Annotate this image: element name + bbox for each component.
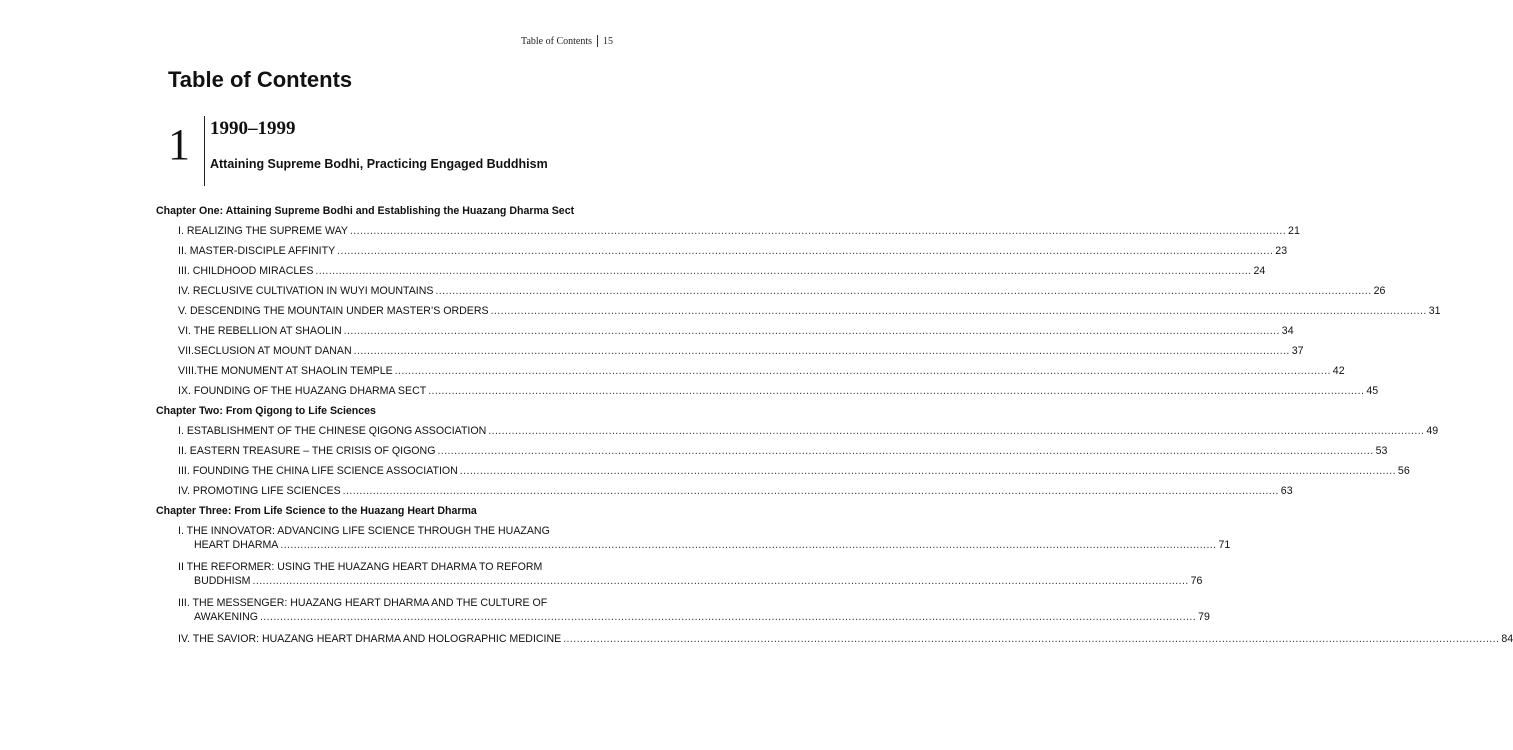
toc-leader-dots: ........................................................................................................................................................................................................................................................................................: [349, 225, 1287, 237]
toc-entry-page: 23: [1275, 245, 1288, 257]
toc-leader-dots: ........................................................................................................................................................................................................................................................................................: [259, 611, 1197, 623]
toc-entry-title: III. CHILDHOOD MIRACLES: [178, 265, 314, 277]
toc-entry-title: IX. FOUNDING OF THE HUAZANG DHARMA SECT: [178, 385, 427, 397]
toc-entry-page: 37: [1291, 345, 1304, 357]
toc-leader-dots: ........................................................................................................................................................................................................................................................................................: [428, 385, 1365, 397]
toc-entry-title: II. MASTER-DISCIPLE AFFINITY: [178, 245, 336, 257]
toc-entry-page: 26: [1373, 285, 1386, 297]
toc-entry-title: VII.SECLUSION AT MOUNT DANAN: [178, 345, 352, 357]
toc-entry-title: I. REALIZING THE SUPREME WAY: [178, 225, 348, 237]
running-head: [521, 35, 613, 47]
part-divider-rule: [204, 116, 205, 186]
toc-leader-dots: ........................................................................................................................................................................................................................................................................................: [490, 305, 1427, 317]
toc-leader-dots: ........................................................................................................................................................................................................................................................................................: [563, 633, 1500, 645]
running-head-divider: [597, 35, 598, 47]
toc-entry-page: 49: [1426, 425, 1439, 437]
toc-leader-dots: ........................................................................................................................................................................................................................................................................................: [315, 265, 1252, 277]
toc-entry-title-continued: BUDDHISM: [194, 575, 251, 587]
chapter-heading-two: Chapter Two: From Qigong to Life Sciences: [156, 405, 376, 417]
toc-entry[interactable]: [156, 304, 1441, 324]
toc-entry-page: 42: [1332, 365, 1345, 377]
toc-entry-page: 63: [1280, 485, 1293, 497]
toc-entry-page: 45: [1366, 385, 1379, 397]
toc-entry-title: IV. RECLUSIVE CULTIVATION IN WUYI MOUNTAINS: [178, 285, 434, 297]
toc-leader-dots: ........................................................................................................................................................................................................................................................................................: [435, 285, 1372, 297]
toc-entry[interactable]: [156, 224, 1300, 244]
toc-entry-title: IV. THE SAVIOR: HUAZANG HEART DHARMA AND HOLOGRAPHIC MEDICINE: [178, 633, 562, 645]
running-head-page-number: 15: [603, 35, 613, 47]
toc-leader-dots: ........................................................................................................................................................................................................................................................................................: [343, 325, 1280, 337]
part-years: 1990–1999: [210, 118, 296, 139]
toc-leader-dots: ........................................................................................................................................................................................................................................................................................: [459, 465, 1396, 477]
running-head-section: Table of Contents: [521, 35, 592, 47]
toc-entry-page: 53: [1375, 445, 1388, 457]
toc-entry[interactable]: [156, 284, 1386, 304]
toc-entry-title-continued: AWAKENING: [194, 611, 258, 623]
toc-entry[interactable]: [156, 464, 1410, 484]
toc-entry-page: 84: [1501, 633, 1513, 645]
toc-entry-title: III. THE MESSENGER: HUAZANG HEART DHARMA AND THE CULTURE OF: [178, 597, 548, 609]
toc-entry[interactable]: [156, 632, 1513, 652]
toc-entry-title: I. ESTABLISHMENT OF THE CHINESE QIGONG ASSOCIATION: [178, 425, 487, 437]
toc-entry-page: 21: [1288, 225, 1300, 237]
toc-entry[interactable]: [156, 324, 1294, 344]
toc-entry-title: III. FOUNDING THE CHINA LIFE SCIENCE ASSOCIATION: [178, 465, 458, 477]
toc-entry[interactable]: [156, 424, 1439, 444]
toc-list: [156, 204, 1513, 652]
toc-entry-page: 79: [1198, 611, 1210, 623]
toc-entry[interactable]: [156, 264, 1266, 284]
toc-entry[interactable]: [156, 484, 1293, 504]
toc-entry-page: 76: [1190, 575, 1203, 587]
toc-entry-title: I. THE INNOVATOR: ADVANCING LIFE SCIENCE THROUGH THE HUAZANG: [178, 525, 550, 537]
chapter-heading-one: Chapter One: Attaining Supreme Bodhi and Establishing the Huazang Dharma Sect: [156, 205, 575, 217]
page-title: Table of Contents: [168, 67, 353, 92]
toc-entry[interactable]: [156, 244, 1288, 264]
toc-entry[interactable]: [156, 384, 1379, 404]
toc-leader-dots: ........................................................................................................................................................................................................................................................................................: [280, 539, 1217, 551]
toc-entry-page: 31: [1428, 305, 1441, 317]
toc-entry-title: II. EASTERN TREASURE – THE CRISIS OF QIGONG: [178, 445, 436, 457]
toc-entry-page: 24: [1253, 265, 1266, 277]
toc-entry-title: VIII.THE MONUMENT AT SHAOLIN TEMPLE: [178, 365, 393, 377]
toc-leader-dots: ........................................................................................................................................................................................................................................................................................: [394, 365, 1331, 377]
part-subtitle: Attaining Supreme Bodhi, Practicing Engaged Buddhism: [210, 156, 548, 171]
toc-entry[interactable]: [156, 444, 1388, 464]
toc-leader-dots: ........................................................................................................................................................................................................................................................................................: [437, 445, 1374, 457]
toc-entry[interactable]: [156, 344, 1304, 364]
toc-entry-title: IV. PROMOTING LIFE SCIENCES: [178, 485, 341, 497]
toc-entry[interactable]: [156, 524, 1231, 560]
part-heading: [168, 116, 598, 188]
toc-entry[interactable]: [156, 364, 1345, 384]
toc-entry-page: 56: [1397, 465, 1410, 477]
toc-entry-title-continued: HEART DHARMA: [194, 539, 279, 551]
toc-leader-dots: ........................................................................................................................................................................................................................................................................................: [353, 345, 1290, 357]
toc-entry[interactable]: [156, 596, 1210, 632]
toc-entry-title: VI. THE REBELLION AT SHAOLIN: [178, 325, 342, 337]
toc-entry-page: 34: [1281, 325, 1294, 337]
toc-entry-title: V. DESCENDING THE MOUNTAIN UNDER MASTER’S ORDERS: [178, 305, 489, 317]
toc-entry-page: 71: [1218, 539, 1231, 551]
toc-leader-dots: ........................................................................................................................................................................................................................................................................................: [337, 245, 1274, 257]
toc-leader-dots: ........................................................................................................................................................................................................................................................................................: [342, 485, 1279, 497]
part-number: 1: [168, 120, 190, 169]
toc-leader-dots: ........................................................................................................................................................................................................................................................................................: [488, 425, 1425, 437]
toc-entry[interactable]: [156, 560, 1203, 596]
toc-entry-title: II THE REFORMER: USING THE HUAZANG HEART DHARMA TO REFORM: [178, 561, 543, 573]
toc-leader-dots: ........................................................................................................................................................................................................................................................................................: [252, 575, 1189, 587]
chapter-heading-three: Chapter Three: From Life Science to the Huazang Heart Dharma: [156, 505, 477, 517]
